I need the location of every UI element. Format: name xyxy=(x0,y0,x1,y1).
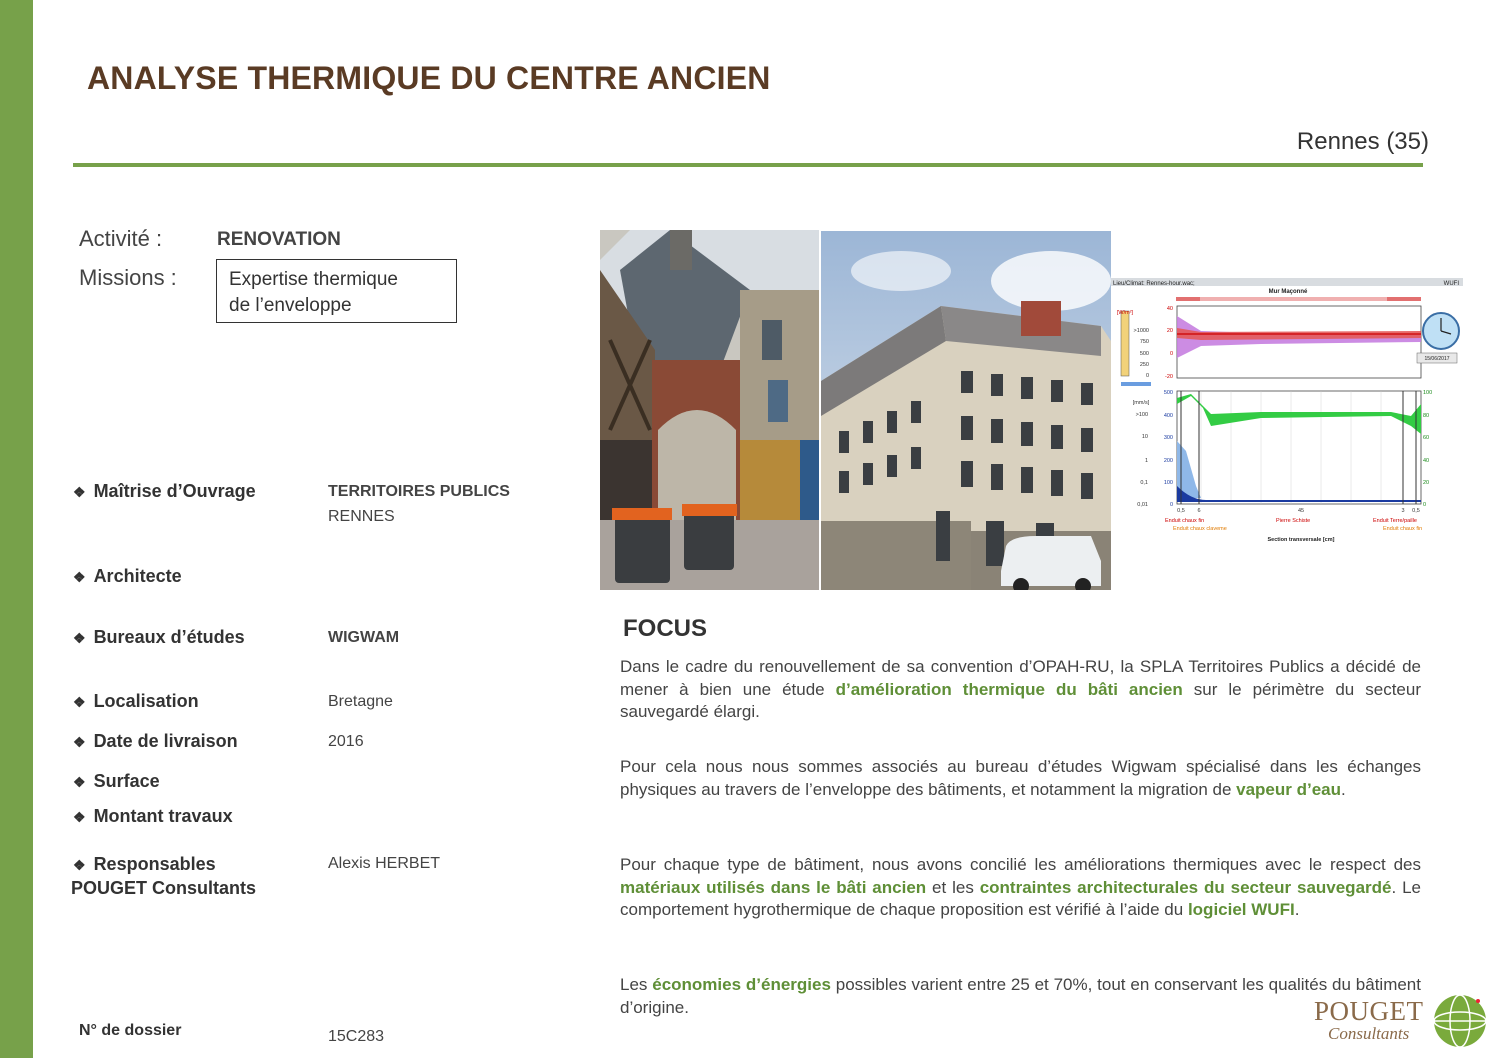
y5-tick-4: 20 xyxy=(1423,480,1430,486)
localisation-label: ❖ Localisation xyxy=(73,691,199,711)
location-label: Rennes (35) xyxy=(1296,128,1429,155)
y4-tick-2: 1 xyxy=(1144,458,1148,464)
y4-tick-0: >100 xyxy=(1135,412,1148,418)
y1-tick-1: 750 xyxy=(1139,339,1149,345)
focus-paragraph-4: Les économies d’énergies possibles varient entre 25 et 70%, tout en conservant les qualités du bâtiment d’origine. xyxy=(620,975,1421,1017)
wufi-y1-unit xyxy=(1117,310,1134,316)
responsables-label: ❖ Responsables POUGET Consultants xyxy=(71,854,257,898)
page-title: ANALYSE THERMIQUE DU CENTRE ANCIEN xyxy=(87,60,771,96)
x-tick-1: 6 xyxy=(1197,508,1201,514)
globe-icon xyxy=(1434,995,1486,1047)
bureaux-label: ❖ Bureaux d’études xyxy=(73,627,245,647)
y4-tick-1: 10 xyxy=(1141,434,1148,440)
building-photo xyxy=(821,231,1111,590)
moa-label: ❖ Maîtrise d’Ouvrage xyxy=(73,481,256,501)
material-1: Pierre Schiste xyxy=(1276,518,1311,524)
svg-text:[W/m²]: [W/m²] xyxy=(1116,310,1134,316)
x-tick-2: 45 xyxy=(1297,508,1305,514)
wufi-y3-unit: [mm/s] xyxy=(1132,400,1150,406)
header-divider xyxy=(73,163,1423,167)
x-tick-3: 3 xyxy=(1401,508,1405,514)
y3-tick-2: 300 xyxy=(1163,435,1173,441)
y1-tick-0: >1000 xyxy=(1133,328,1149,334)
focus-paragraph-2: Pour cela nous nous sommes associés au bureau d’études Wigwam spécialisé dans les échanges physiques au travers de l’enveloppe des bâtiments, et notamment la migration de vapeur d’eau. xyxy=(620,757,1421,799)
wufi-wall-title: Mur Maçonné xyxy=(1268,289,1308,295)
focus-title: FOCUS xyxy=(623,615,707,642)
logo-sub: Consultants xyxy=(1328,1024,1410,1043)
green-sidebar xyxy=(0,0,33,1058)
y5-tick-5: 0 xyxy=(1423,502,1427,508)
y3-tick-1: 400 xyxy=(1163,413,1173,419)
activity-label: Activité : xyxy=(79,226,163,251)
y2-tick-1: 20 xyxy=(1166,328,1173,334)
y1-tick-4: 0 xyxy=(1145,373,1149,379)
wufi-location: Lieu/Climat: Rennes-hour.wac; xyxy=(1113,281,1195,287)
wufi-brand: WUFI xyxy=(1443,281,1459,287)
missions-box xyxy=(216,259,457,323)
localisation-value: Bretagne xyxy=(328,693,393,710)
moa-value: TERRITOIRES PUBLICS RENNES xyxy=(328,483,510,525)
dossier-label: N° de dossier xyxy=(79,1022,182,1039)
pouget-logo xyxy=(1310,993,1490,1053)
activity-value: RENOVATION xyxy=(217,229,341,250)
y2-tick-0: 40 xyxy=(1166,306,1173,312)
date-label: ❖ Date de livraison xyxy=(73,731,238,751)
missions-line-2: de l’enveloppe xyxy=(229,295,352,316)
y1-tick-2: 500 xyxy=(1139,351,1149,357)
y3-tick-4: 100 xyxy=(1163,480,1173,486)
x-tick-4: 0,5 xyxy=(1412,508,1420,514)
responsables-value: Alexis HERBET xyxy=(328,855,441,872)
focus-paragraph-3: Pour chaque type de bâtiment, nous avons concilié les améliorations thermiques avec le respect des matériaux utilisés dans le bâti ancien et les contraintes architecturales du secteur sauvegardé. Le comportement hygrothermique de chaque proposition est vérifié à l’aide du logiciel WUFI. xyxy=(620,855,1421,919)
montant-label: ❖ Montant travaux xyxy=(73,806,233,826)
bureaux-value: WIGWAM xyxy=(328,629,400,646)
y3-tick-0: 500 xyxy=(1163,390,1173,396)
street-photo xyxy=(600,230,819,590)
logo-name: POUGET xyxy=(1314,996,1424,1026)
date-value: 2016 xyxy=(328,733,364,750)
y5-tick-3: 40 xyxy=(1423,458,1430,464)
focus-paragraph-1: Dans le cadre du renouvellement de sa convention d’OPAH-RU, la SPLA Territoires Publics a décidé de mener à bien une étude d’amélioration thermique du bâti ancien sur le périmètre du secteur sauvegardé élargi. xyxy=(620,657,1421,721)
y2-tick-3: -20 xyxy=(1165,374,1173,380)
y4-tick-3: 0,1 xyxy=(1140,480,1148,486)
missions-label: Missions : xyxy=(79,265,177,290)
wufi-chart xyxy=(1111,276,1463,546)
x-tick-0: 0,5 xyxy=(1177,508,1185,514)
material-2: Enduit Terre/paille xyxy=(1373,518,1417,524)
dossier-value: 15C283 xyxy=(328,1028,385,1045)
material-3: Enduit chaux claveme xyxy=(1173,526,1227,532)
wufi-date-box: 15/06/2017 xyxy=(1424,356,1450,362)
y2-tick-2: 0 xyxy=(1169,351,1173,357)
wufi-xlabel: Section transversale [cm] xyxy=(1267,537,1335,543)
y3-tick-5: 0 xyxy=(1169,502,1173,508)
material-4: Enduit chaux fin xyxy=(1383,526,1423,532)
material-0: Enduit chaux fin xyxy=(1165,518,1205,524)
y5-tick-1: 80 xyxy=(1423,413,1430,419)
missions-line-1: Expertise thermique xyxy=(229,269,398,290)
y3-tick-3: 200 xyxy=(1163,458,1173,464)
y1-tick-3: 250 xyxy=(1139,362,1149,368)
architecte-label: ❖ Architecte xyxy=(73,566,182,586)
y4-tick-4: 0,01 xyxy=(1137,502,1148,508)
surface-label: ❖ Surface xyxy=(73,771,160,791)
y5-tick-2: 60 xyxy=(1423,435,1430,441)
y5-tick-0: 100 xyxy=(1423,390,1433,396)
